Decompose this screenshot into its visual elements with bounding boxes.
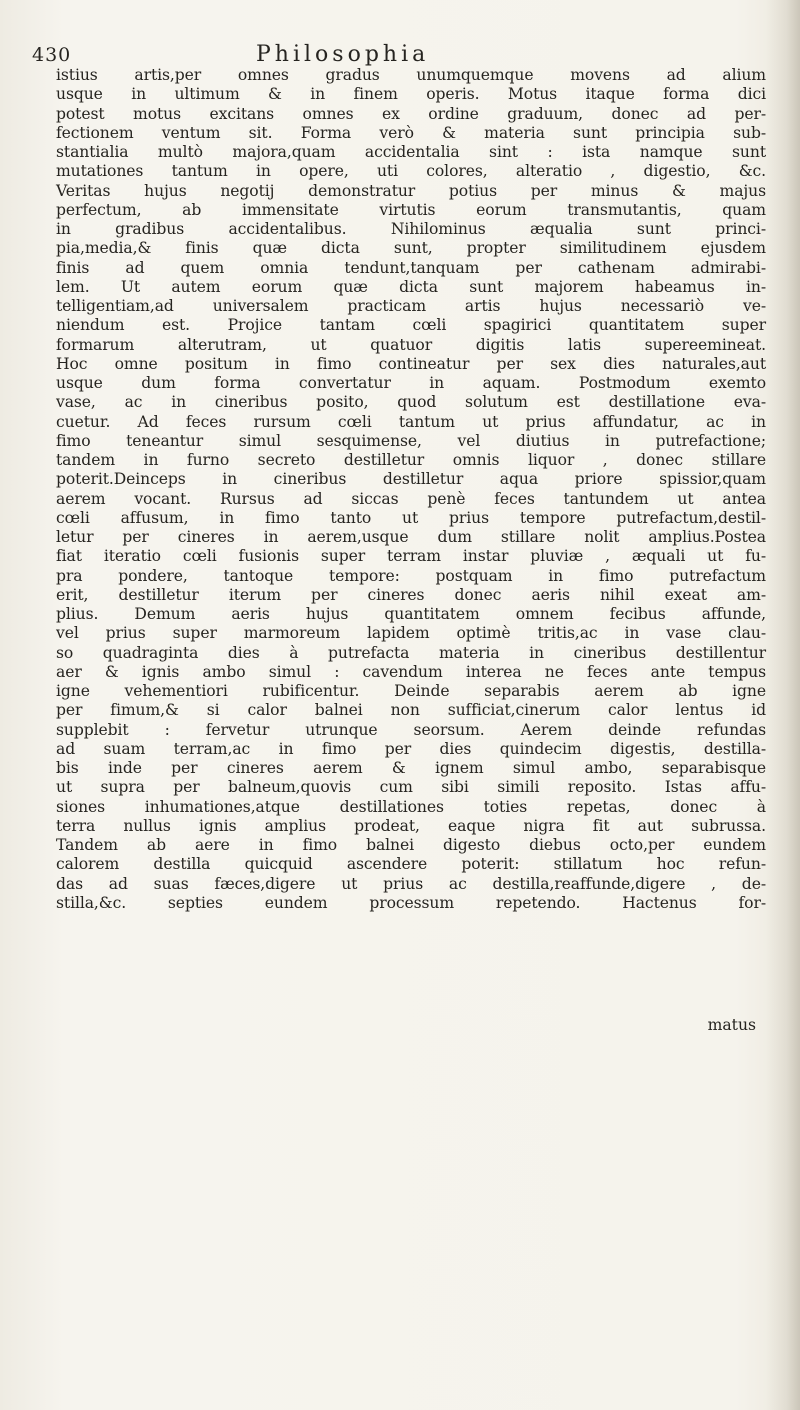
text-line: letur per cineres in aerem,usque dum stillare nolit amplius.Postea [56,528,766,546]
text-line: stilla,&c. septies eundem processum repetendo. Hactenus for- [56,893,766,912]
text-line: calorem destilla quicquid ascendere poterit: stillatum hoc refun- [56,855,766,874]
text-line: ad suam terram,ac in fimo per dies quindecim digestis, destilla- [56,739,766,758]
text-line: tandem in furno secreto destilletur omnis liquor , donec stillare [56,451,766,469]
text-line: das ad suas fæces,digere ut prius ac destilla,reaffunde,digere , de- [56,874,766,893]
text-line: per fimum,& si calor balnei non sufficiat,cinerum calor lentus id [56,701,766,720]
text-line: stantialia multò majora,quam accidentalia sint : ista namque sunt [56,143,766,161]
text-line: fiat iteratio cœli fusionis super terram instar pluviæ , æquali ut fu- [56,547,766,566]
text-line: fimo teneantur simul sesquimense, vel diutius in putrefactione; [56,431,766,450]
text-line: usque in ultimum & in finem operis. Motus itaque forma dici [56,85,766,104]
text-line: bis inde per cineres aerem & ignem simul ambo, separabisque [56,759,766,777]
text-line: aer & ignis ambo simul : cavendum interea ne feces ante tempus [56,662,766,681]
text-line: formarum alterutram, ut quatuor digitis latis supereemineat. [56,335,766,354]
text-line: lem. Ut autem eorum quæ dicta sunt majorem habeamus in- [56,277,766,296]
body-text [56,66,766,913]
text-line: Veritas hujus negotij demonstratur potius per minus & majus [56,181,766,200]
text-line: pra pondere, tantoque tempore: postquam in fimo putrefactum [56,566,766,585]
text-line: erit, destilletur iterum per cineres donec aeris nihil exeat am- [56,585,766,604]
page-edge-shadow [766,0,800,1410]
text-line: igne vehementiori rubificentur. Deinde separabis aerem ab igne [56,682,766,700]
text-line: usque dum forma convertatur in aquam. Postmodum exemto [56,374,766,392]
text-line: vase, ac in cineribus posito, quod solutum est destillatione eva- [56,393,766,412]
text-line: perfectum, ab immensitate virtutis eorum transmutantis, quam [56,200,766,219]
text-line: siones inhumationes,atque destillationes toties repetas, donec à [56,797,766,816]
running-title: Philosophia [256,42,430,67]
text-line: pia,media,& finis quæ dicta sunt, propter similitudinem ejusdem [56,239,766,258]
text-line: so quadraginta dies à putrefacta materia in cineribus destillentur [56,643,766,662]
text-line: terra nullus ignis amplius prodeat, eaque nigra fit aut subrussa. [56,816,766,835]
text-line: cuetur. Ad feces rursum cœli tantum ut prius affundatur, ac in [56,412,766,431]
text-line: plius. Demum aeris hujus quantitatem omnem fecibus affunde, [56,605,766,623]
text-line: in gradibus accidentalibus. Nihilominus æqualia sunt princi- [56,220,766,238]
text-line: istius artis,per omnes gradus unumquemque movens ad alium [56,66,766,84]
text-line: potest motus excitans omnes ex ordine graduum, donec ad per- [56,104,766,123]
text-line: finis ad quem omnia tendunt,tanquam per cathenam admirabi- [56,258,766,277]
text-line: supplebit : fervetur utrunque seorsum. Aerem deinde refundas [56,720,766,739]
text-line: mutationes tantum in opere, uti colores, alteratio , digestio, &c. [56,162,766,181]
text-line: ut supra per balneum,quovis cum sibi simili reposito. Istas affu- [56,778,766,797]
catchword: matus [707,1016,756,1034]
text-line: cœli affusum, in fimo tanto ut prius tempore putrefactum,destil- [56,508,766,527]
text-line: poterit.Deinceps in cineribus destilletur aqua priore spissior,quam [56,470,766,489]
text-line: telligentiam,ad universalem practicam artis hujus necessariò ve- [56,297,766,315]
text-line: Hoc omne positum in fimo contineatur per sex dies naturales,aut [56,354,766,373]
page-number: 430 [32,44,72,66]
text-line: niendum est. Projice tantam cœli spagirici quantitatem super [56,316,766,335]
text-line: Tandem ab aere in fimo balnei digesto diebus octo,per eundem [56,836,766,854]
text-line: vel prius super marmoreum lapidem optimè tritis,ac in vase clau- [56,624,766,643]
text-line: fectionem ventum sit. Forma verò & materia sunt principia sub- [56,123,766,142]
text-line: aerem vocant. Rursus ad siccas penè feces tantundem ut antea [56,489,766,508]
